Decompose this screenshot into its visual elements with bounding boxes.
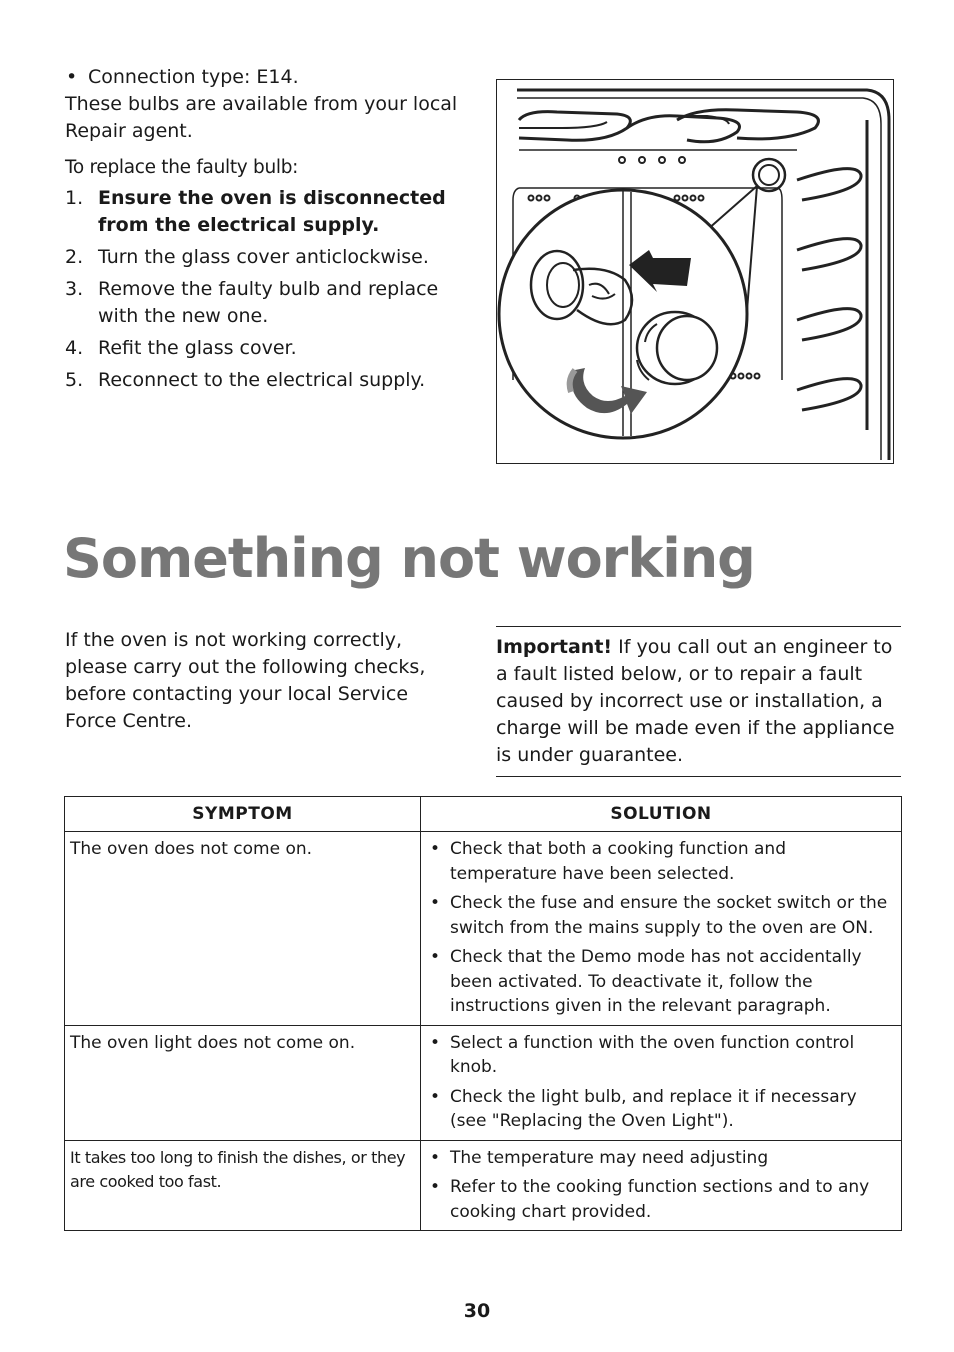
oven-lamp-illustration: [496, 79, 894, 464]
solution-item: • The temperature may need adjusting: [430, 1147, 769, 1168]
step-item: 3. Remove the faulty bulb and replace with the new one.: [65, 278, 439, 327]
bulb-availability-text: These bulbs are available from your local Repair agent.: [65, 93, 458, 142]
symptom-column-header: SYMPTOM: [65, 797, 421, 832]
bulb-instructions: [65, 64, 475, 399]
solution-item: • Select a function with the oven function control knob.: [430, 1032, 855, 1077]
important-notice: [496, 626, 901, 777]
symptom-cell: The oven does not come on.: [65, 832, 421, 1026]
solution-item: • Check that the Demo mode has not accidentally been activated. To deactivate it, follow the instructions given in the relevant paragraph.: [430, 947, 862, 1016]
step-item: 2. Turn the glass cover anticlockwise.: [65, 246, 429, 268]
symptom-cell: It takes too long to finish the dishes, or they are cooked too fast.: [65, 1140, 421, 1231]
connection-type-item: • Connection type: E14.: [65, 64, 475, 91]
step-item: 5. Reconnect to the electrical supply.: [65, 369, 426, 391]
step-item: 4. Refit the glass cover.: [65, 337, 297, 359]
troubleshooting-table: [64, 796, 902, 1231]
table-row: [65, 1140, 902, 1231]
solution-item: • Check the light bulb, and replace it if necessary (see "Replacing the Oven Light").: [430, 1086, 857, 1131]
symptom-cell: The oven light does not come on.: [65, 1025, 421, 1140]
intro-text: If the oven is not working correctly, please carry out the following checks, before contacting your local Service Force Centre.: [65, 629, 426, 732]
table-row: [65, 832, 902, 1026]
solution-cell: [421, 1140, 902, 1231]
important-text: If you call out an engineer to a fault listed below, or to repair a fault caused by incorrect use or installation, a charge will be made even if the appliance is under guarantee.: [496, 636, 895, 766]
replace-bulb-heading: To replace the faulty bulb:: [65, 157, 299, 178]
step-item: 1. Ensure the oven is disconnected from the electrical supply.: [65, 187, 446, 236]
important-label: Important!: [496, 636, 613, 658]
replace-steps-list: [65, 185, 475, 394]
page-title: Something not working: [63, 527, 755, 590]
table-header-row: [65, 797, 902, 832]
solution-item: • Check that both a cooking function and temperature have been selected.: [430, 839, 786, 884]
table-row: [65, 1025, 902, 1140]
solution-cell: [421, 1025, 902, 1140]
solution-column-header: SOLUTION: [421, 797, 902, 832]
page-number: 30: [463, 1300, 491, 1322]
connection-type-text: Connection type: E14.: [88, 66, 299, 88]
oven-lamp-replacement-illustration-icon: [497, 80, 893, 463]
solution-cell: [421, 832, 902, 1026]
solution-item: • Check the fuse and ensure the socket switch or the switch from the mains supply to the oven are ON.: [430, 893, 888, 938]
solution-item: • Refer to the cooking function sections and to any cooking chart provided.: [430, 1177, 870, 1222]
